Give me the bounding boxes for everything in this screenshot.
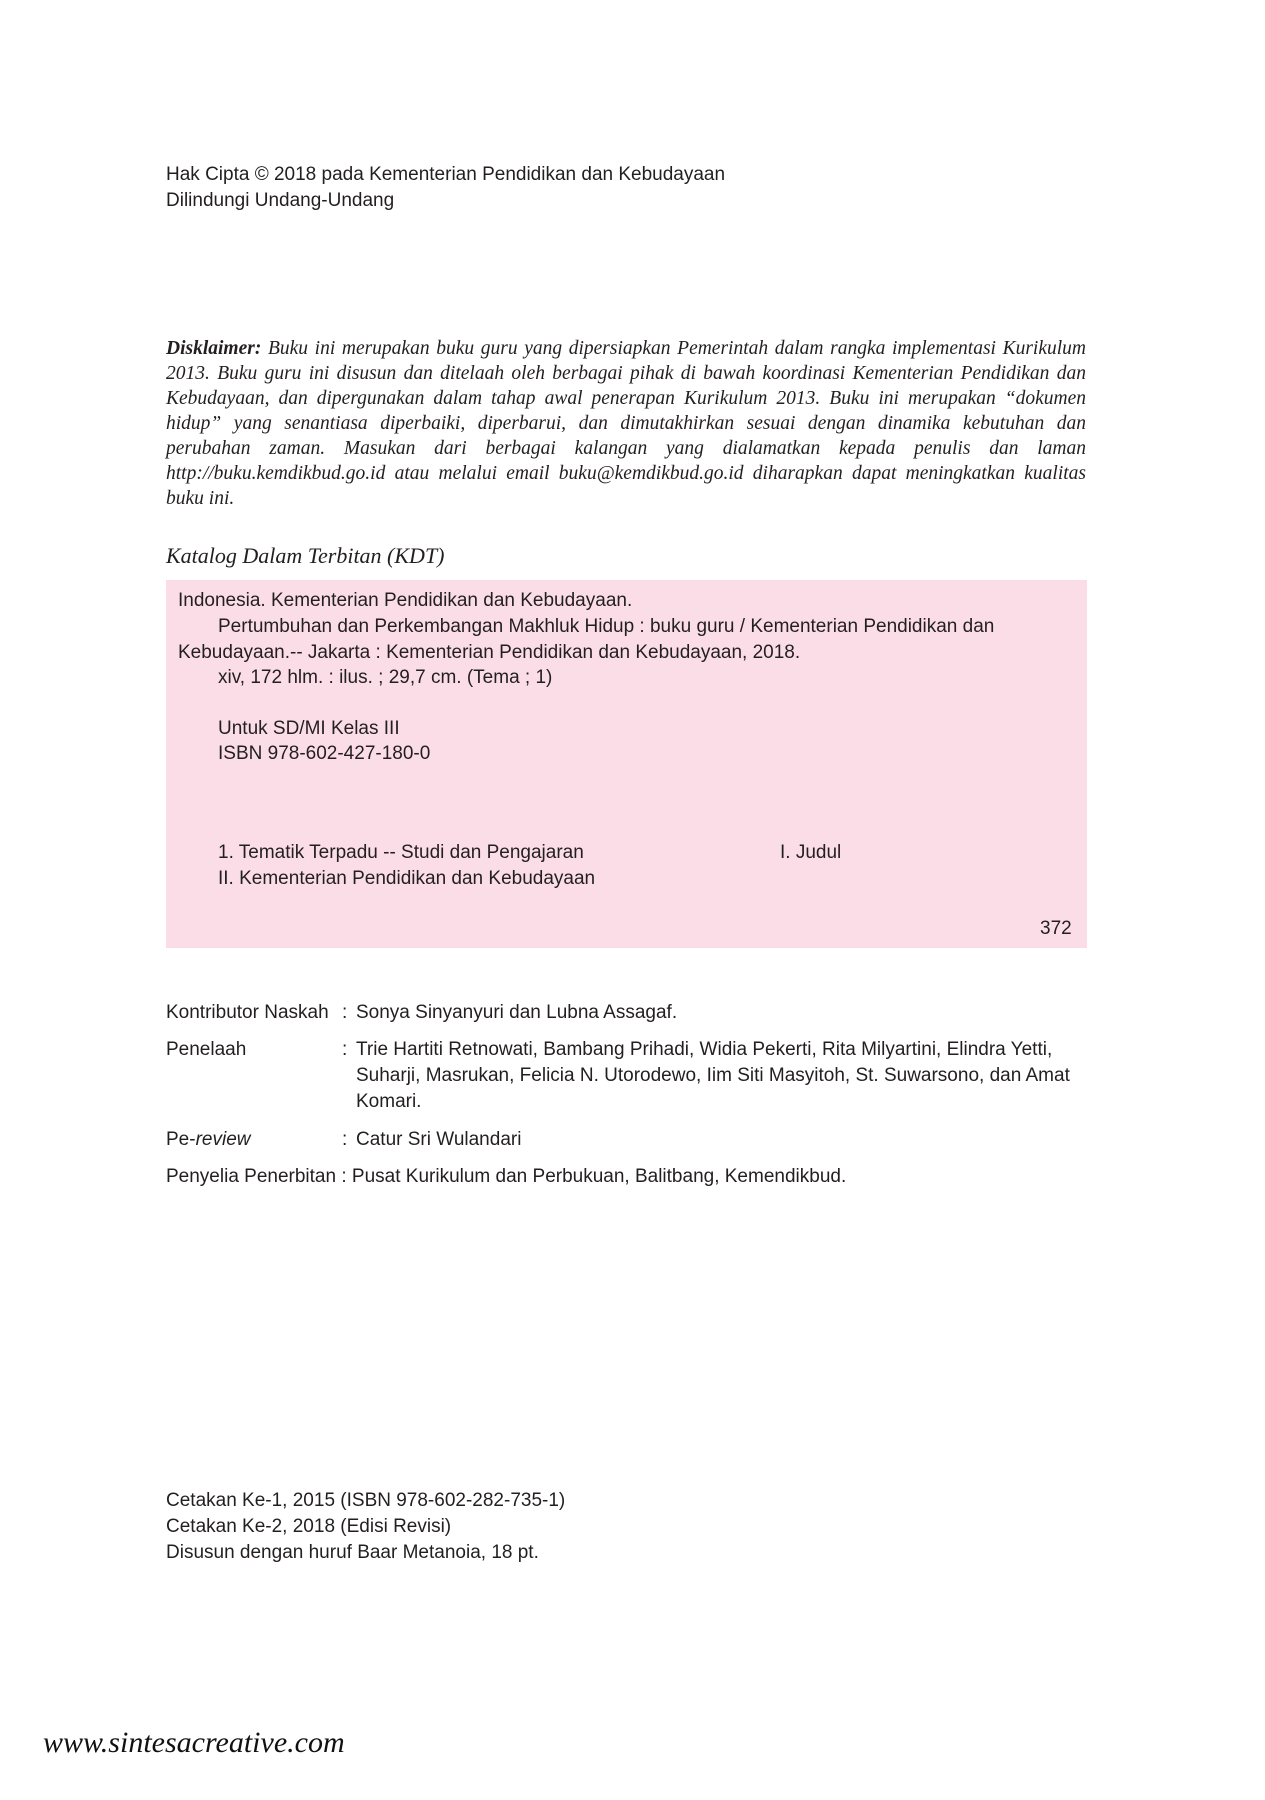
protection-line: Dilindungi Undang-Undang — [166, 190, 395, 211]
credit-separator: : — [342, 1129, 348, 1150]
kdt-subject-title: I. Judul — [780, 842, 842, 863]
disclaimer-paragraph — [166, 336, 1086, 511]
watermark-url: www.sintesacreative.com — [43, 1726, 345, 1759]
kdt-subject1: 1. Tematik Terpadu -- Studi dan Pengajaran — [218, 842, 584, 863]
credit-label: Pe-review — [166, 1129, 251, 1150]
credit-row-supervisor — [166, 1164, 1096, 1190]
credit-row-contributor — [166, 1000, 1096, 1026]
credit-value: Catur Sri Wulandari — [356, 1129, 522, 1150]
credit-value: Pusat Kurikulum dan Perbukuan, Balitbang, Kemendikbud. — [351, 1166, 847, 1187]
kdt-subject2: II. Kementerian Pendidikan dan Kebudayaan — [218, 868, 596, 889]
kdt-physical: xiv, 172 hlm. : ilus. ; 29,7 cm. (Tema ; 1) — [218, 667, 553, 688]
credit-separator: : — [341, 1166, 347, 1187]
credit-row-reviewer — [166, 1037, 1096, 1115]
kdt-author: Indonesia. Kementerian Pendidikan dan Kebudayaan. — [178, 590, 633, 611]
kdt-title-line2: Kebudayaan.-- Jakarta : Kementerian Pendidikan dan Kebudayaan, 2018. — [178, 642, 801, 663]
copyright-block — [166, 162, 1066, 214]
credit-separator: : — [342, 1039, 348, 1060]
credit-row-prereview — [166, 1127, 1096, 1153]
credit-label: Penyelia Penerbitan — [166, 1166, 337, 1187]
printing-line: Disusun dengan huruf Baar Metanoia, 18 pt. — [166, 1542, 539, 1563]
credit-value: Sonya Sinyanyuri dan Lubna Assagaf. — [356, 1002, 678, 1023]
kdt-audience: Untuk SD/MI Kelas III — [218, 718, 400, 739]
printing-line: Cetakan Ke-2, 2018 (Edisi Revisi) — [166, 1516, 452, 1537]
disclaimer-label: Disklaimer: — [166, 338, 262, 359]
disclaimer-text: Buku ini merupakan buku guru yang dipersiapkan Pemerintah dalam rangka implementasi Kurikulum 2013. Buku guru ini disusun dan ditelaah oleh berbagai pihak di bawah koordinasi Kementerian Pendidikan dan Kebudayaan, dan dipergunakan dalam tahap awal penerapan Kurikulum 2013. Buku ini merupakan “dokumen hidup” yang senantiasa diperbaiki, diperbarui, dan dimutakhirkan sesuai dengan dinamika kebutuhan dan perubahan zaman. Masukan dari berbagai kalangan yang dialamatkan kepada penulis dan laman http://buku.kemdikbud.go.id atau melalui email buku@kemdikbud.go.id diharapkan dapat meningkatkan kualitas buku ini. — [166, 338, 1086, 509]
credit-label: Kontributor Naskah — [166, 1002, 329, 1023]
credits-block — [166, 1000, 1096, 1201]
printing-line: Cetakan Ke-1, 2015 (ISBN 978-602-282-735-1) — [166, 1490, 566, 1511]
kdt-catalog-box — [166, 580, 1087, 948]
kdt-isbn: ISBN 978-602-427-180-0 — [218, 743, 431, 764]
kdt-classification: 372 — [1040, 918, 1072, 939]
credit-separator: : — [342, 1002, 348, 1023]
credit-value: Trie Hartiti Retnowati, Bambang Prihadi, Widia Pekerti, Rita Milyartini, Elindra Yetti, Suharji, Masrukan, Felicia N. Utorodewo, Iim Siti Masyitoh, St. Suwarsono, dan Amat Komari. — [356, 1039, 1070, 1112]
kdt-title-line1: Pertumbuhan dan Perkembangan Makhluk Hidup : buku guru / Kementerian Pendidikan dan — [218, 616, 995, 637]
credit-label: Penelaah — [166, 1039, 247, 1060]
copyright-line: Hak Cipta © 2018 pada Kementerian Pendidikan dan Kebudayaan — [166, 164, 726, 185]
printing-info — [166, 1488, 866, 1566]
kdt-heading: Katalog Dalam Terbitan (KDT) — [166, 543, 445, 568]
